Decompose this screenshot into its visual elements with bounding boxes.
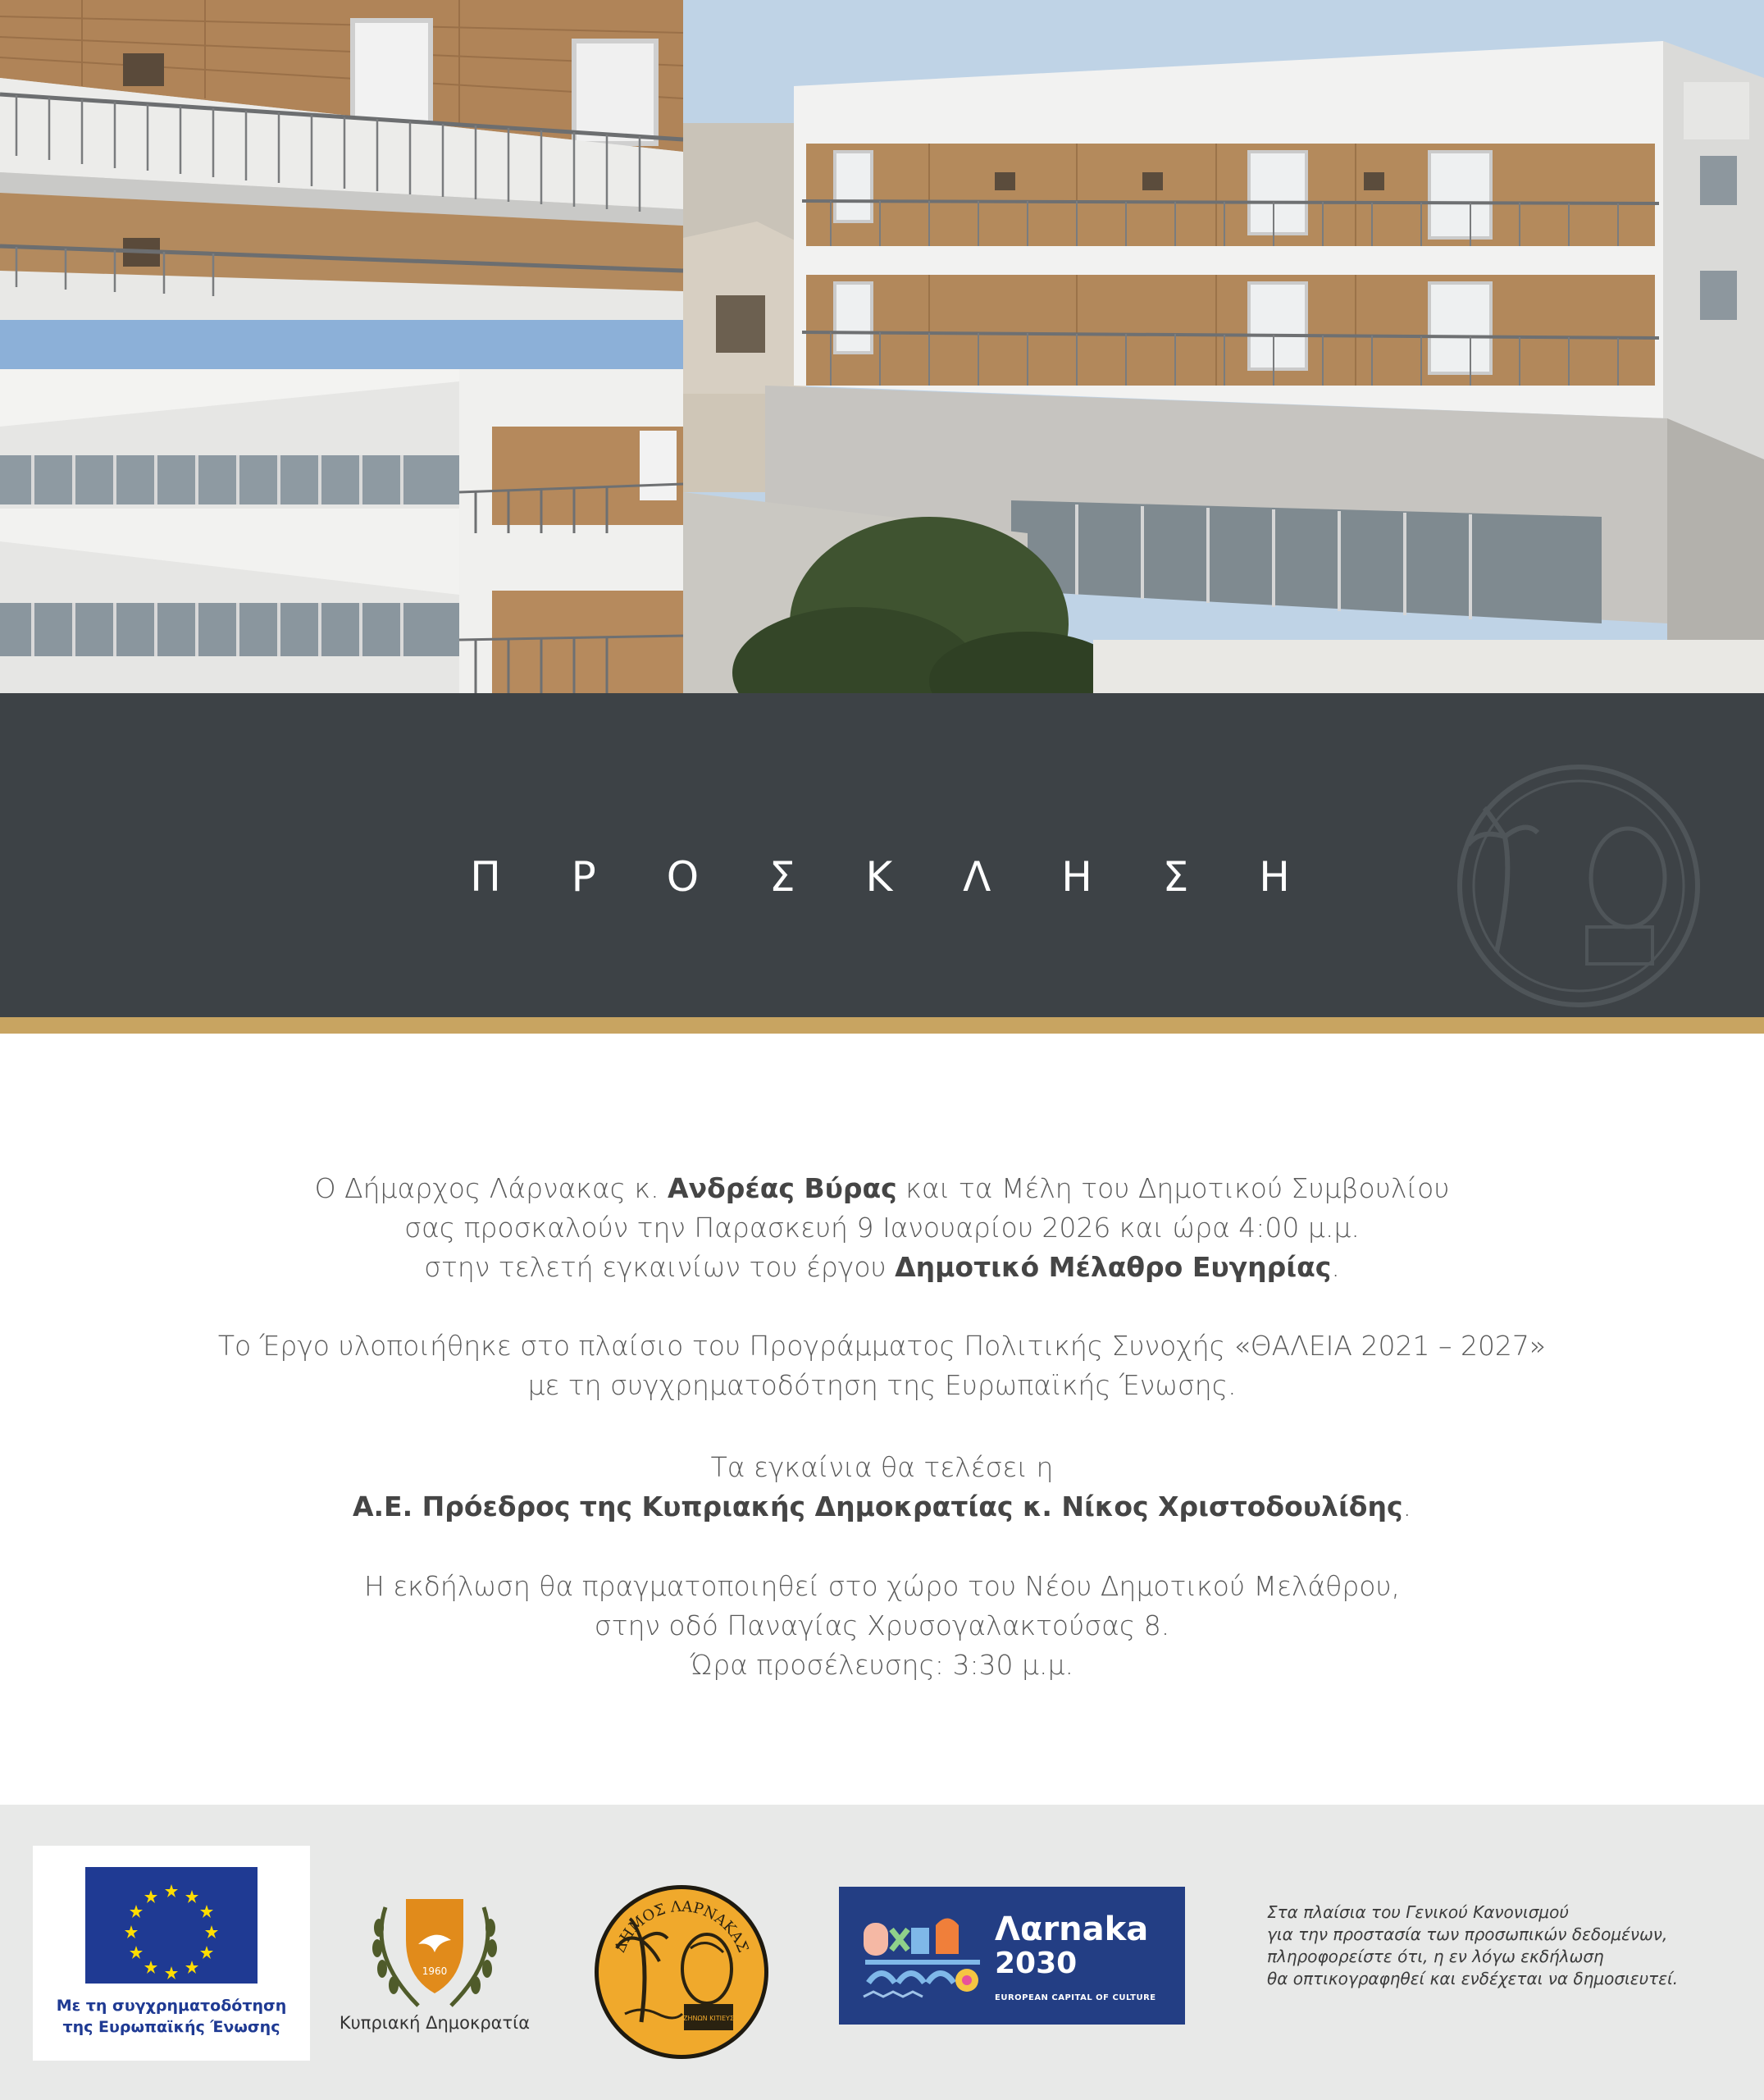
venue-line-1: Η εκδήλωση θα πραγματοποιηθεί στο χώρο του Νέου Δημοτικού Μελάθρου, <box>363 1570 1401 1602</box>
larnaka-ecoc-tagline: EUROPEAN CAPITAL OF CULTURE <box>995 1993 1156 2002</box>
eu-caption-line-1: Με τη συγχρηματοδότηση <box>56 1997 287 2015</box>
mayor-name: Ανδρέας Βύρας <box>668 1172 897 1204</box>
title-band <box>0 693 1764 1017</box>
program-line-1: Το Έργο υλοποιήθηκε στο πλαίσιο του Προγράμματος Πολιτικής Συνοχής «ΘΑΛΕΙΑ 2021 – 2027» <box>217 1330 1547 1362</box>
cyprus-emblem-icon <box>361 1883 508 2026</box>
invitation-paragraph-program <box>0 1326 1764 1405</box>
gold-divider <box>0 1017 1764 1034</box>
building-photo-collage <box>0 0 1764 693</box>
project-line <box>0 1248 1764 1287</box>
coin-text: ΔΗΜΟΣ ΛΑΡΝΑΚΑΣ <box>611 1897 752 1956</box>
project-name: Δημοτικό Μέλαθρο Ευγηρίας <box>895 1251 1332 1283</box>
eu-cofunding-badge <box>33 1846 310 2061</box>
emblem-year: 1960 <box>422 1965 448 1977</box>
privacy-notice <box>1267 1901 1743 1990</box>
inauguration-line-suffix: . <box>1402 1491 1412 1522</box>
photo-building-exterior <box>683 0 1764 693</box>
municipality-seal-watermark-icon <box>1423 763 1734 1009</box>
arrival-time-line: Ώρα προσέλευσης: 3:30 μ.μ. <box>690 1649 1074 1681</box>
privacy-line-4: θα οπτικογραφηθεί και ενδέχεται να δημοσιευτεί. <box>1267 1969 1679 1988</box>
larnaka-2030-logo <box>839 1887 1185 2025</box>
photo-courtyard <box>0 320 683 693</box>
larnaka-municipality-coin-icon <box>592 1883 771 2061</box>
footer-logos <box>0 1805 1764 2100</box>
inauguration-line-1: Τα εγκαίνια θα τελέσει η <box>710 1451 1054 1483</box>
host-line-prefix: Ο Δήμαρχος Λάρνακας κ. <box>314 1172 668 1204</box>
project-line-suffix: . <box>1331 1251 1340 1283</box>
eu-cofunding-caption <box>33 1995 310 2038</box>
privacy-line-3: πληροφορείστε ότι, η εν λόγω εκδήλωση <box>1267 1947 1604 1966</box>
larnaka-year: 2030 <box>995 1947 1078 1980</box>
coin-plaque-text: ΖΗΝΩΝ ΚΙΤΙΕΥΣ <box>683 2015 734 2022</box>
host-line <box>0 1169 1764 1208</box>
host-line-suffix: και τα Μέλη του Δημοτικού Συμβουλίου <box>896 1172 1450 1204</box>
invitation-title: Π Ρ Ο Σ Κ Λ Η Σ Η <box>470 852 1319 901</box>
date-line: σας προσκαλούν την Παρασκευή 9 Ιανουαρίου 2026 και ώρα 4:00 μ.μ. <box>404 1212 1360 1244</box>
eu-caption-line-2: της Ευρωπαϊκής Ένωσης <box>62 2018 280 2036</box>
venue-line-2: στην οδό Παναγίας Χρυσογαλακτούσας 8. <box>594 1609 1170 1641</box>
invitation-paragraph-host <box>0 1169 1764 1287</box>
photo-balcony-closeup <box>0 0 683 320</box>
larnaka-2030-logo-icon <box>857 1905 988 2005</box>
invitation-paragraph-inauguration <box>0 1448 1764 1527</box>
project-line-prefix: στην τελετή εγκαινίων του έργου <box>424 1251 896 1283</box>
invitation-paragraph-venue <box>0 1567 1764 1685</box>
cyprus-republic-label: Κυπριακή Δημοκρατία <box>339 2013 531 2033</box>
inauguration-line-2 <box>0 1487 1764 1527</box>
program-line-2: με τη συγχρηματοδότηση της Ευρωπαϊκής Ένωσης. <box>527 1369 1237 1401</box>
larnaka-name: Λαrnaka <box>995 1911 1149 1948</box>
privacy-line-2: για την προστασία των προσωπικών δεδομένων, <box>1267 1924 1668 1944</box>
president-name: Α.Ε. Πρόεδρος της Κυπριακής Δημοκρατίας κ. Νίκος Χριστοδουλίδης <box>352 1491 1403 1522</box>
privacy-line-1: Στα πλαίσια του Γενικού Κανονισμού <box>1267 1902 1569 1922</box>
eu-flag-icon <box>85 1867 258 1984</box>
